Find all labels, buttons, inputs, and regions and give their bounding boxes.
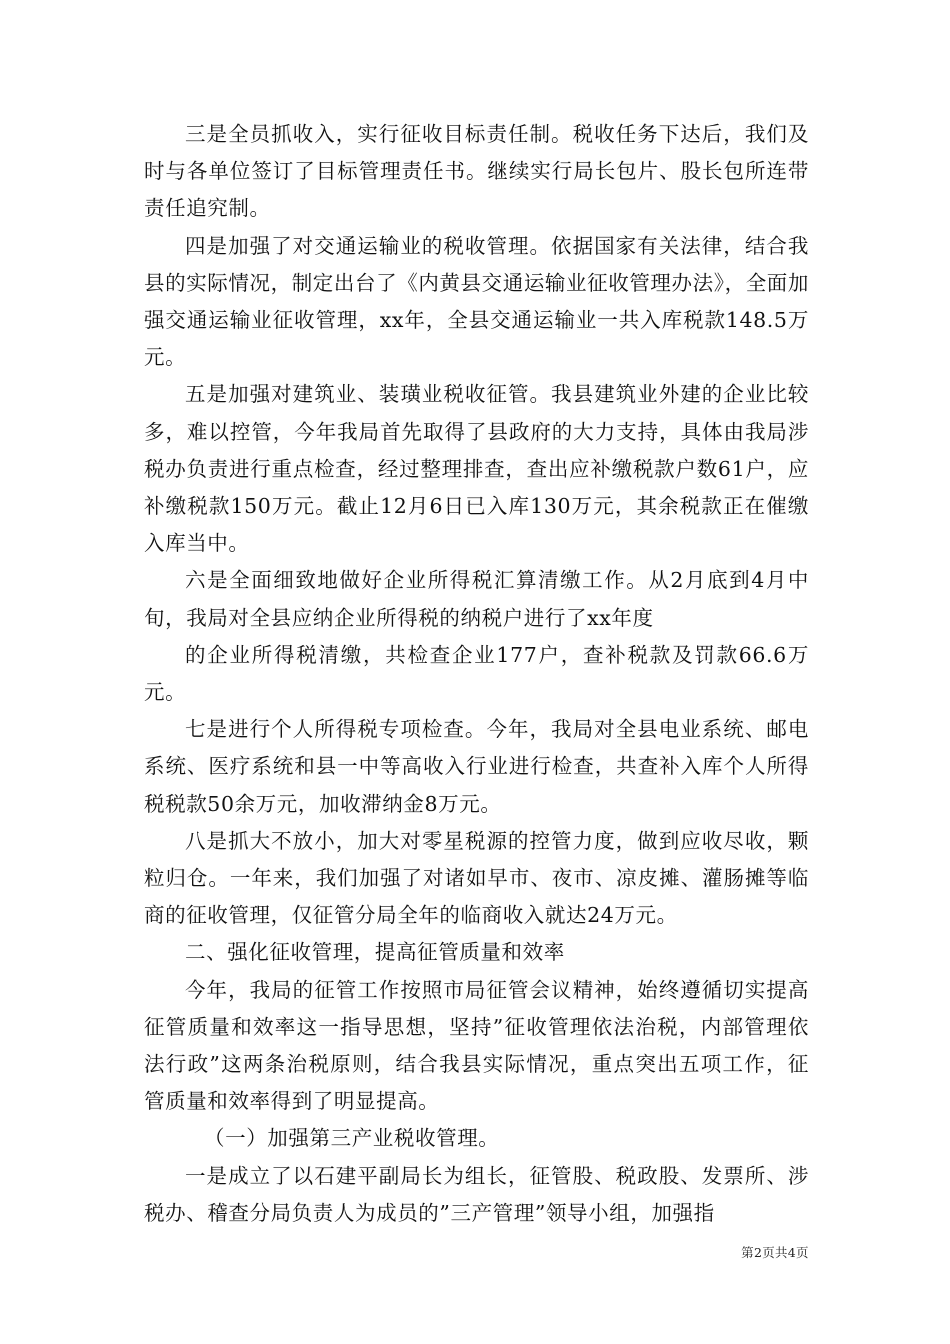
paragraph-personal-income-tax: 七是进行个人所得税专项检查。今年，我局对全县电业系统、邮电系统、医疗系统和县一中等高收入行业进行检查，共查补入库个人所得税税款50余万元，加收滞纳金8万元。 xyxy=(144,717,809,816)
paragraph-leading-group: 一是成立了以石建平副局长为组长，征管股、税政股、发票所、涉税办、稽查分局负责人为成员的”三产管理”领导小组，加强指 xyxy=(144,1163,809,1225)
paragraph-collection-overview: 今年，我局的征管工作按照市局征管会议精神，始终遵循切实提高征管质量和效率这一指导思想，坚持”征收管理依法治税，内部管理依法行政”这两条治税原则，结合我县实际情况，重点突出五项工作，征管质量和效率得到了明显提高。 xyxy=(144,977,809,1114)
page-footer: 第2页共4页 xyxy=(741,1245,809,1260)
paragraph-construction-tax: 五是加强对建筑业、装璜业税收征管。我县建筑业外建的企业比较多，难以控管，今年我局首先取得了县政府的大力支持，具体由我局涉税办负责进行重点检查，经过整理排查，查出应补缴税款户数61户，应补缴税款150万元。截止12月6日已入库130万元，其余税款正在催缴入库当中。 xyxy=(144,382,809,556)
paragraph-enterprise-income-tax: 六是全面细致地做好企业所得税汇算清缴工作。从2月底到4月中旬，我局对全县应纳企业所得税的纳税户进行了xx年度 xyxy=(144,568,809,630)
paragraph-responsibility-system: 三是全员抓收入，实行征收目标责任制。税收任务下达后，我们及时与各单位签订了目标管理责任书。继续实行局长包片、股长包所连带责任追究制。 xyxy=(144,122,809,221)
section-heading-collection-management: 二、强化征收管理，提高征管质量和效率 xyxy=(185,940,565,965)
document-body xyxy=(144,116,809,1232)
subsection-heading-tertiary-industry: （一）加强第三产业税收管理。 xyxy=(204,1126,500,1151)
paragraph-enterprise-income-tax-cont: 的企业所得税清缴，共检查企业177户，查补税款及罚款66.6万元。 xyxy=(144,642,809,705)
paragraph-transport-tax: 四是加强了对交通运输业的税收管理。依据国家有关法律，结合我县的实际情况，制定出台了《内黄县交通运输业征收管理办法》，全面加强交通运输业征收管理，xx年，全县交通运输业一共入库税款148.5万元。 xyxy=(144,233,809,370)
paragraph-small-tax-sources: 八是抓大不放小，加大对零星税源的控管力度，做到应收尽收，颗粒归仓。一年来，我们加强了对诸如早市、夜市、凉皮摊、灌肠摊等临商的征收管理，仅征管分局全年的临商收入就达24万元。 xyxy=(144,828,809,928)
